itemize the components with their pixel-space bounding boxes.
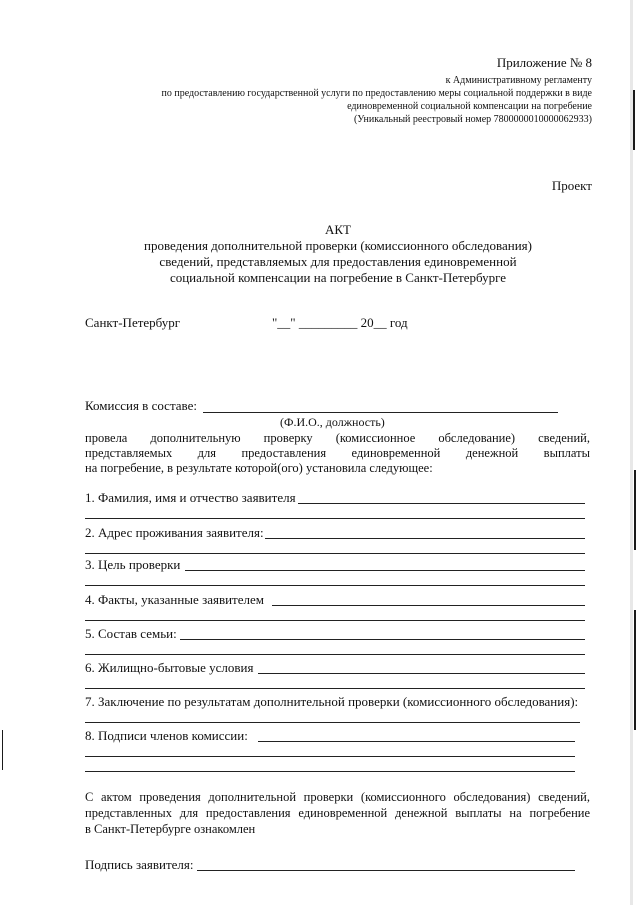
commission-members-line[interactable] <box>203 412 558 413</box>
item-7-label: 7. Заключение по результатам дополнительной проверки (комиссионного обследования): <box>85 694 579 709</box>
item-6-line-2[interactable] <box>85 688 585 689</box>
acknowledgment-line-3: в Санкт-Петербурге ознакомлен <box>85 822 256 836</box>
applicant-signature-line[interactable] <box>197 870 575 871</box>
item-3-label: 3. Цель проверки <box>85 557 181 572</box>
commission-caption: (Ф.И.О., должность) <box>280 415 385 429</box>
header-line-4: (Уникальный реестровый номер 7800000010000062933) <box>353 114 592 125</box>
item-8-line-3[interactable] <box>85 771 575 772</box>
item-4-line-2[interactable] <box>85 620 585 621</box>
header-line-3: единовременной социальной компенсации на погребение <box>347 101 592 112</box>
item-6-line[interactable] <box>258 673 585 674</box>
item-5-label: 5. Состав семьи: <box>85 626 177 641</box>
applicant-signature-label: Подпись заявителя: <box>85 857 194 872</box>
item-5-line[interactable] <box>180 639 585 640</box>
item-8-line-2[interactable] <box>85 756 575 757</box>
item-3-line-2[interactable] <box>85 585 585 586</box>
header-line-2: по предоставлению государственной услуги по предоставлению меры социальной поддержки в виде <box>161 88 592 99</box>
item-5-line-2[interactable] <box>85 654 585 655</box>
scan-edge-mark <box>634 470 636 550</box>
date-field[interactable]: "__" _________ 20__ год <box>272 315 408 330</box>
item-4-line[interactable] <box>272 605 585 606</box>
item-2-line[interactable] <box>265 538 585 539</box>
item-8-label: 8. Подписи членов комиссии: <box>85 728 248 743</box>
header-line-1: к Административному регламенту <box>445 75 592 86</box>
commission-paragraph-line-2: представляемых для предоставления единовременной денежной выплаты <box>85 446 590 460</box>
draft-label: Проект <box>551 178 592 193</box>
title-subline-1: проведения дополнительной проверки (комиссионного обследования) <box>144 238 532 253</box>
item-7-line[interactable] <box>85 722 580 723</box>
commission-paragraph-line-3: на погребение, в результате которой(ого) установила следующее: <box>85 461 433 475</box>
item-3-line[interactable] <box>185 570 585 571</box>
item-2-label: 2. Адрес проживания заявителя: <box>85 525 264 540</box>
item-4-label: 4. Факты, указанные заявителем <box>85 592 264 607</box>
document-title: АКТ <box>325 222 351 237</box>
scan-edge-mark <box>634 610 636 730</box>
title-subline-3: социальной компенсации на погребение в Санкт-Петербурге <box>169 270 507 285</box>
commission-label: Комиссия в составе: <box>85 398 197 413</box>
scan-edge-mark <box>2 730 3 770</box>
item-1-line-2[interactable] <box>85 518 585 519</box>
acknowledgment-line-1: С актом проведения дополнительной проверки (комиссионного обследования) сведений, <box>85 790 590 804</box>
city: Санкт-Петербург <box>85 315 181 330</box>
item-2-line-2[interactable] <box>85 553 585 554</box>
item-8-line[interactable] <box>258 741 575 742</box>
item-6-label: 6. Жилищно-бытовые условия <box>85 660 254 675</box>
commission-paragraph-line-1: провела дополнительную проверку (комиссионное обследование) сведений, <box>85 431 590 445</box>
scan-edge-mark <box>633 90 635 150</box>
appendix-number: Приложение № 8 <box>496 55 592 70</box>
item-1-line[interactable] <box>298 503 585 504</box>
title-subline-2: сведений, представляемых для предоставления единовременной <box>159 254 517 269</box>
acknowledgment-line-2: представленных для предоставления единовременной денежной выплаты на погребение <box>85 806 590 820</box>
item-1-label: 1. Фамилия, имя и отчество заявителя <box>85 490 296 505</box>
